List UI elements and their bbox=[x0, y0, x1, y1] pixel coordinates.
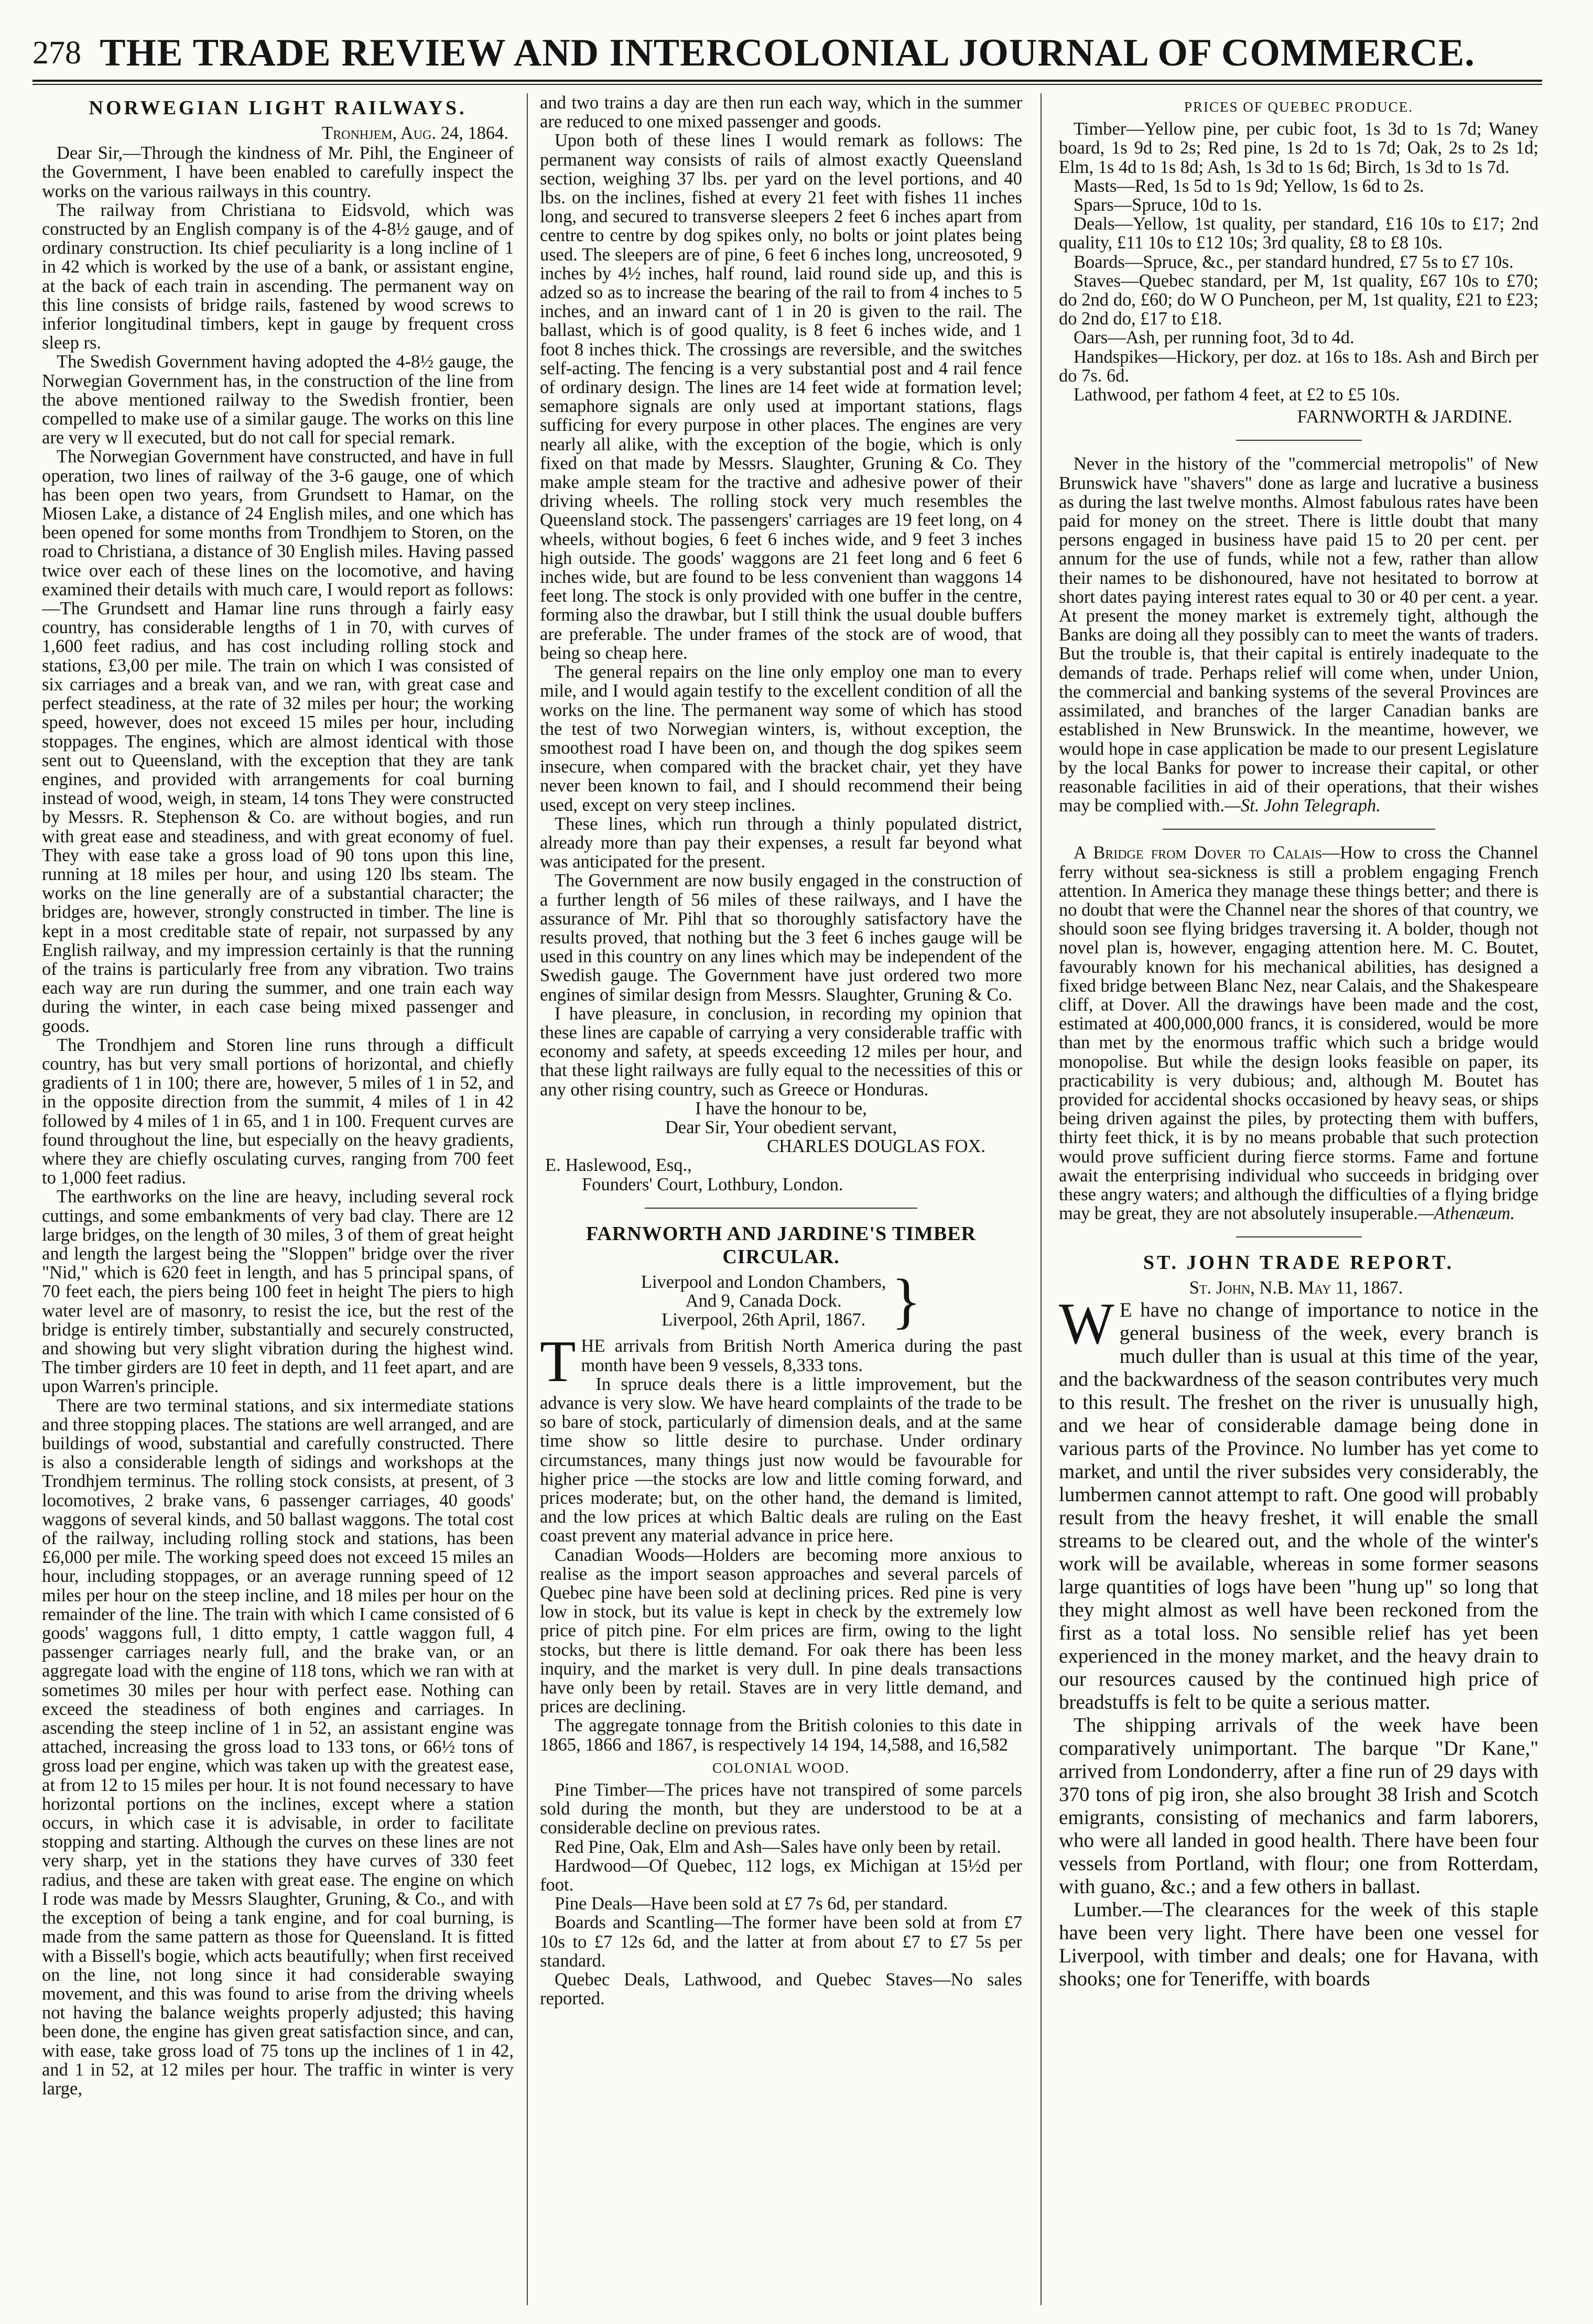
page-number: 278 bbox=[32, 35, 81, 71]
article-paragraph: The aggregate tonnage from the British colonies to this date in 1865, 1866 and 1867, is respectively 14 194, 14,588, and 16,582 bbox=[540, 1715, 1022, 1755]
article-paragraph: Canadian Woods—Holders are becoming more anxious to realise as the import season approaches and several parcels of Quebec pine have been sold at declining prices. Red pine is very low in stock, but its value is kept in check by the extremely low price of pitch pine. For elm prices are firm, owing to the light stocks, but there is little demand. For oak there has been less inquiry, and the market is very dull. In pine deals transactions have only been by retail. Staves are in very little demand, and prices are declining. bbox=[540, 1545, 1022, 1717]
article-paragraph: The Norwegian Government have constructed, and have in full operation, two lines of railway of the 3-6 gauge, one of which has been open two years, from Grundsett to Hamar, on the Miosen Lake, a distance of 24 English miles, and one which has been opened for some months from Trondhjem to Storen, on the road to Christiana, a distance of 30 English miles. Having passed twice over each of these lines on the locomotive, and having examined their details with much care, I would report as follows:—The Grundsett and Hamar line runs through a fairly easy country, has considerable lengths of 1 in 70, with curves of 1,600 feet radius, and has cost including rolling stock and stations, £3,00 per mile. The train on which I was consisted of six carriages and a break van, and we ran, with great case and perfect steadiness, at the rate of 32 miles per hour; the working speed, however, does not exceed 15 miles per hour, including stoppages. The engines, which are almost identical with those sent out to Queensland, with the exception that they are tank engines, and provided with arrangements for coal burning instead of wood, weigh, in steam, 14 tons They were constructed by Messrs. R. Stephenson & Co. are without bogies, and run with great ease and steadiness, and with great economy of fuel. They with ease take a gross load of 90 tons upon this line, running at 18 miles per hour, and using 120 lbs steam. The works on the line generally are of a substantial character; the bridges are, however, strongly constructed in timber. The line is kept in a most creditable state of repair, not surpassed by any English railway, and my impression certainly is that the running of the trains is particularly free from any vibration. Two trains each way are run during the summer, and one train each way during the winter, in each case being mixed passenger and goods. bbox=[42, 447, 514, 1036]
article-paragraph: Pine Timber—The prices have not transpired of some parcels sold during the month, but they are understood to be at a considerable decline on previous rates. bbox=[540, 1780, 1022, 1838]
shavers-text: Never in the history of the "commercial metropolis" of New Brunswick have "shavers" done as large and lucrative a business as during the last twelve months. Almost fabulous rates have been paid for money on the street. There is little doubt that many persons engaged in business have paid 15 to 20 per cent. per annum for the use of funds, while not a few, rather than allow their names to be dishonoured, have not hesitated to borrow at short dates paying interest rates equal to 30 or 40 per cent. a year. At present the money market is extremely tight, although the Banks are doing all they possibly can to meet the wants of traders. But the trouble is, that their capital is entirely inadequate to the demands of trade. Perhaps relief will come when, under Union, the commercial and banking systems of the several Provinces are assimilated, and branches of the larger Canadian banks are established in New Brunswick. In the meantime, however, we would hope in case application be made to our present Legislature by the local Banks for power to increase their capital, or other reasonable facilities in aid of their operations, that their wishes may be complied with. bbox=[1059, 454, 1538, 816]
subheading-quebec-prices: PRICES OF QUEBEC PRODUCE. bbox=[1184, 99, 1414, 115]
letter-address: Founders' Court, Lothbury, London. bbox=[582, 1174, 843, 1194]
header-rule bbox=[32, 80, 1542, 82]
article-paragraph: Red Pine, Oak, Elm and Ash—Sales have only been by retail. bbox=[555, 1837, 1001, 1857]
article-paragraph: The Government are now busily engaged in the construction of a further length of 56 miles of these railways, and I have the assurance of Mr. Pihl that so thoroughly satisfactory have the results proved, that nothing but the 3 feet 6 inches gauge will be used in this country on any lines which may be independent of the Swedish gauge. The Government have just ordered two more engines of similar design from Messrs. Slaughter, Gruning & Co. bbox=[540, 871, 1022, 1005]
price-paragraph: Deals—Yellow, 1st quality, per standard, £16 10s to £17; 2nd quality, £11 10s to £12 10s; 3rd quality, £8 to £8 10s. bbox=[1059, 214, 1538, 253]
letter-addressee: E. Haslewood, Esq., bbox=[545, 1155, 692, 1176]
section-rule bbox=[1236, 1236, 1362, 1237]
letter-closing-2: Dear Sir, Your obedient servant, bbox=[665, 1117, 897, 1137]
circular-address-line: Liverpool, 26th April, 1867. bbox=[662, 1310, 866, 1330]
article-paragraph: There are two terminal stations, and six intermediate stations and three stopping places. The stations are well arranged, and are buildings of wood, substantial and carefully constructed. There is also a considerable length of sidings and workshops at the Trondhjem terminus. The rolling stock consists, at present, of 3 locomotives, 2 brake vans, 6 passenger carriages, 40 goods' waggons of several kinds, and 50 ballast waggons. The total cost of the railway, including rolling stock and stations, has been £6,000 per mile. The working speed does not exceed 15 miles an hour, including stoppages, or an average running speed of 12 miles per hour on the steep incline, and 18 miles per hour on the remainder of the line. The train with which I came consisted of 6 goods' waggons full, 1 ditto empty, 1 cattle waggon full, 4 passenger carriages nearly full, and the brake van, or an aggregate load with the engine of 118 tons, which we ran with at sometimes 30 miles per hour with perfect ease. Nothing can exceed the steadiness of both engines and carriages. In ascending the steep incline of 1 in 52, an assistant engine was attached, increasing the gross load to 133 tons, or 66½ tons of gross load per engine, which was taken up with the greatest ease, at from 12 to 15 miles per hour. It is not found necessary to have horizontal portions on the inclines, except where a station occurs, in which case it is advisable, in order to facilitate stopping and starting. Although the curves on these lines are not very sharp, yet in the stations they have curves of 330 feet radius, and these are taken with great ease. The engine on which I rode was made by Messrs Slaughter, Gruning, & Co., and with the exception of being a tank engine, and for coal burning, is made from the same pattern as those for Queensland. It is fitted with a Bissell's bogie, which acts beautifully; when first received on the line, not long since it had considerable swaying movement, and this was found to arise from the driving wheels not having the balance weights properly adjusted; this having been done, the engine has given great satisfaction since, and can, with ease, take gross load of 75 tons up the inclines of 1 in 42, and 1 in 52, at 12 miles per hour. The traffic in winter is very large, bbox=[42, 1395, 514, 2099]
st-john-lead-text: E have no change of importance to notice in the general business of the week, every branch is much duller than is usual at this time of the year, and the backwardness of the season contributes very much to this result. The freshet on the river is unusually high, and we hear of considerable damage being done in various parts of the Province. No lumber has yet come to market, and until the river subsides very considerably, the lumbermen cannot attempt to raft. One good will probably result from the heavy freshet, it will enable the small streams to be cleared out, and the whole of the winter's work will be available, whereas in some former seasons large quantities of logs have been "hung up" so long that they might almost as well have been reckoned from the first as a total loss. No sensible relief has yet been experienced in the money market, and the heavy drain to our resources caused by the continued high price of breadstuffs is felt to be quite a serious matter. bbox=[1059, 1298, 1538, 1713]
column-divider bbox=[527, 93, 528, 2305]
price-paragraph: Masts—Red, 1s 5d to 1s 9d; Yellow, 1s 6d to 2s. bbox=[1074, 176, 1424, 196]
circular-signature: FARNWORTH & JARDINE. bbox=[1297, 407, 1512, 427]
column-2 bbox=[540, 93, 1022, 2310]
drop-cap: T bbox=[540, 1329, 576, 1395]
section-rule bbox=[1236, 440, 1362, 441]
letter-closing: I have the honour to be, bbox=[695, 1098, 867, 1118]
circular-address-block bbox=[540, 1266, 1022, 1335]
article-paragraph: These lines, which run through a thinly populated district, already more than pay their expenses, a result far beyond what was anticipated for the present. bbox=[540, 813, 1022, 872]
circular-address-line: And 9, Canada Dock. bbox=[685, 1290, 842, 1311]
source-credit: —Athenæum. bbox=[1417, 1203, 1515, 1224]
article-paragraph: Lumber.—The clearances for the week of this staple have been very light. There have been one vessel for Liverpool, with timber and deals; one for Havana, with shooks; one for Teneriffe, with boards bbox=[1059, 1898, 1538, 1990]
st-john-lead-paragraph bbox=[1059, 1291, 1538, 1714]
header-rule-thin bbox=[32, 84, 1542, 85]
circular-lead-text: HE arrivals from British North America during the past month have been 9 vessels, 8,333 tons. bbox=[581, 1336, 1022, 1375]
article-paragraph-bridge bbox=[1059, 843, 1538, 1223]
section-rule bbox=[1163, 829, 1435, 830]
article-heading-norwegian-railways: NORWEGIAN LIGHT RAILWAYS. bbox=[89, 97, 467, 119]
price-paragraph: Oars—Ash, per running foot, 3d to 4d. bbox=[1074, 328, 1354, 348]
article-dateline: St. John, N.B. May 11, 1867. bbox=[1189, 1278, 1403, 1298]
brace-glyph: } bbox=[891, 1266, 922, 1335]
price-paragraph: Spars—Spruce, 10d to 1s. bbox=[1074, 195, 1262, 215]
article-paragraph-continued: and two trains a day are then run each way, which in the summer are reduced to one mixed passenger and goods. bbox=[540, 93, 1022, 132]
price-paragraph: Timber—Yellow pine, per cubic foot, 1s 3d to 1s 7d; Waney board, 1s 9d to 2s; Red pine, 1s 2d to 1s 7d; Oak, 2s to 2s 1d; Elm, 1s 4d to 1s 8d; Ash, 1s 3d to 1s 6d; Birch, 1s 3d to 1s 7d. bbox=[1059, 119, 1538, 177]
article-paragraph: Boards and Scantling—The former have been sold at from £7 10s to £7 12s 6d, and the latter at from about £7 to £7 5s per standard. bbox=[540, 1913, 1022, 1971]
bridge-lead: A Bridge from Dover to Calais bbox=[1074, 843, 1322, 863]
article-paragraph: Hardwood—Of Quebec, 112 logs, ex Michigan at 15½d per foot. bbox=[540, 1855, 1022, 1895]
article-paragraph: The railway from Christiana to Eidsvold, which was constructed by an English company is of the 4-8½ gauge, and of ordinary construction. Its chief peculiarity is a long incline of 1 in 42 which is worked by the use of a bank, or assistant engine, at the back of each train in ascending. The permanent way on this line consists of bridge rails, fastened by wood screws to inferior longitudinal timbers, kept in gauge by frequent cross sleep rs. bbox=[42, 200, 514, 353]
article-dateline: Tronhjem, Aug. 24, 1864. bbox=[322, 123, 508, 143]
letter-signature: CHARLES DOUGLAS FOX. bbox=[767, 1136, 985, 1157]
subheading-colonial-wood: COLONIAL WOOD. bbox=[712, 1760, 850, 1776]
circular-lead-paragraph bbox=[540, 1329, 1022, 1395]
source-credit: —St. John Telegraph. bbox=[1224, 796, 1381, 816]
article-paragraph: Upon both of these lines I would remark as follows: The permanent way consists of rails of almost exactly Queensland section, weighing 37 lbs. per yard on the level portions, and 40 lbs. on the inclines, fished at every 21 feet with fishes 11 inches long, and secured to transverse sleepers 2 feet 6 inches apart from centre to centre by dog spikes only, no bolts or joint plates being used. The sleepers are of pine, 6 feet 6 inches long, uncreosoted, 9 inches by 4½ inches, half round, laid round side up, and this is adzed so as to increase the bearing of the rail to from 4 inches to 5 inches, and an inward cant of 1 in 20 is given to the rail. The ballast, which is of good quality, is 8 feet 6 inches wide, and 1 foot 8 inches thick. The crossings are reversible, and the switches self-acting. The fencing is a very substantial post and 4 rail fence of ordinary design. The lines are 14 feet wide at formation level; semaphore signals are only used at important stations, flags sufficing for every purpose in other places. The engines are very nearly all alike, with the exception of the bogie, which is only fixed on that made by Messrs. Slaughter, Gruning & Co. They make ample steam for the tractive and adhesive power of their driving wheels. The rolling stock very much resembles the Queensland stock. The passengers' carriages are 19 feet long, on 4 wheels, without bogies, 6 feet 6 inches wide, and 9 feet 3 inches high outside. The goods' waggons are 21 feet long and 6 feet 6 inches wide, but are found to be less convenient than waggons 14 feet long. The stock is only provided with one buffer in the centre, forming also the drawbar, but I still think the usual double buffers are preferable. The under frames of the stock are of wood, that being so cheap here. bbox=[540, 131, 1022, 663]
article-paragraph: The general repairs on the line only employ one man to every mile, and I would again testify to the excellent condition of all the works on the line. The permanent way some of which has stood the test of two Norwegian winters, is, without exception, the smoothest road I have been on, and though the dog spikes seem insecure, when compared with the bracket chair, yet they have never been known to fail, and I should recommend their being used, except on very steep inclines. bbox=[540, 662, 1022, 815]
article-paragraph: The Swedish Government having adopted the 4-8½ gauge, the Norwegian Government has, in the construction of the line from the above mentioned railway to the Swedish frontier, been compelled to make use of a similar gauge. The works on this line are very w ll executed, but do not call for special remark. bbox=[42, 352, 514, 448]
running-title: THE TRADE REVIEW AND INTERCOLONIAL JOURNAL OF COMMERCE. bbox=[100, 31, 1475, 74]
article-paragraph-shavers bbox=[1059, 454, 1538, 815]
bridge-text: —How to cross the Channel ferry without sea-sickness is still a problem engaging French attention. In America they manage these things better; and there is no doubt that were the Channel near the shores of that country, we should soon see flying bridges traversing it. A bolder, though not novel plan is, however, engaging attention here. M. C. Boutet, favourably known for his mechanical abilities, has designed a fixed bridge between Blanc Nez, near Calais, and the Shakespeare cliff, at Dover. All the drawings have been made and the cost, estimated at 400,000,000 francs, it is considered, would be more than met by the enormous traffic which such a bridge would monopolise. But while the design looks feasible on paper, its practicability is very dubious; and, although M. Boutet has provided for accidental shocks occasioned by heavy seas, or ships being driven against the piles, by protecting them with buffers, thirty feet thick, it is by no means probable that such protection would prove sufficient during fierce storms. Fame and fortune await the enterprising individual who succeeds in bridging over these angry waters; and although the difficulties of a flying bridge may be great, they are not absolutely insuperable. bbox=[1059, 843, 1538, 1224]
article-paragraph: The earthworks on the line are heavy, including several rock cuttings, and some embankments of very bad clay. There are 12 large bridges, on the length of 30 miles, 3 of them of great height and length the largest being the "Sloppen" bridge over the river "Nid," which is 620 feet in length, and has 5 principal spans, of 70 feet each, the piers being 100 feet in height The piers to high water level are of masonry, to resist the ice, but the rest of the bridge is entirely timber, substantially and securely constructed, and showing but very slight vibration during the highest wind. The timber girders are 10 feet in depth, and 11 feet apart, and are upon Warren's principle. bbox=[42, 1187, 514, 1397]
price-paragraph: Lathwood, per fathom 4 feet, at £2 to £5 10s. bbox=[1074, 385, 1400, 405]
section-rule bbox=[645, 1208, 917, 1209]
drop-cap: W bbox=[1059, 1291, 1114, 1356]
article-heading-st-john: ST. JOHN TRADE REPORT. bbox=[1143, 1252, 1455, 1274]
page-header bbox=[32, 30, 1542, 75]
article-paragraph: Pine Deals—Have been sold at £7 7s 6d, per standard. bbox=[555, 1894, 948, 1914]
price-paragraph: Handspikes—Hickory, per doz. at 16s to 18s. Ash and Birch per do 7s. 6d. bbox=[1059, 346, 1538, 386]
price-paragraph: Staves—Quebec standard, per M, 1st quality, £67 10s to £70; do 2nd do, £60; do W O Puncheon, per M, 1st quality, £21 to £23; do 2nd do, £17 to £18. bbox=[1059, 270, 1538, 329]
article-paragraph: The Trondhjem and Storen line runs through a difficult country, has but very small portions of horizontal, and chiefly gradients of 1 in 100; there are, however, 5 miles of 1 in 52, and in the opposite direction from the summit, 4 miles of 1 in 42 followed by 4 miles of 1 in 65, and 1 in 100. Frequent curves are found throughout the line, but especially on the heavy gradients, where they are chiefly osculating curves, ranging from 700 feet to 1,000 feet radius. bbox=[42, 1035, 514, 1188]
column-3 bbox=[1059, 93, 1538, 2310]
article-paragraph: The shipping arrivals of the week have been comparatively unimportant. The barque "Dr Kane," arrived from Londonderry, after a fine run of 29 days with 370 tons of pig iron, she also brought 38 Irish and Scotch emigrants, consisting of mechanics and farm laborers, who were all landed in good health. There have been four vessels from Portland, with flour; one from Rotterdam, with guano, &c.; and a few others in ballast. bbox=[1059, 1713, 1538, 1898]
column-1 bbox=[42, 93, 514, 2310]
article-paragraph: Dear Sir,—Through the kindness of Mr. Pihl, the Engineer of the Government, I have been enabled to carefully inspect the works on the various railways in this country. bbox=[42, 143, 514, 201]
article-paragraph: Quebec Deals, Lathwood, and Quebec Staves—No sales reported. bbox=[540, 1970, 1022, 2009]
article-heading-timber-circular: FARNWORTH AND JARDINE'S TIMBER CIRCULAR. bbox=[586, 1222, 977, 1268]
article-paragraph: In spruce deals there is a little improvement, but the advance is very slow. We have heard complaints of the trade to be so bare of stock, particularly of dimension deals, and at the same time show so little desire to purchase. Under ordinary circumstances, many things just now would be favourable for higher price —the stocks are low and little coming forward, and prices moderate; but, on the other hand, the demand is limited, and the low prices at which Baltic deals are ruling on the East coast prevent any material advance in price here. bbox=[540, 1374, 1022, 1546]
price-paragraph: Boards—Spruce, &c., per standard hundred, £7 5s to £7 10s. bbox=[1074, 252, 1514, 272]
article-paragraph: I have pleasure, in conclusion, in recording my opinion that these lines are capable of carrying a very considerable traffic with economy and safety, at speeds exceeding 12 miles per hour, and that these light railways are fully equal to the necessities of this or any other rising country, such as Greece or Honduras. bbox=[540, 1003, 1022, 1100]
st-john-body bbox=[1059, 1291, 1538, 1991]
circular-address-line: Liverpool and London Chambers, bbox=[641, 1272, 886, 1292]
column-divider bbox=[1041, 93, 1042, 2305]
